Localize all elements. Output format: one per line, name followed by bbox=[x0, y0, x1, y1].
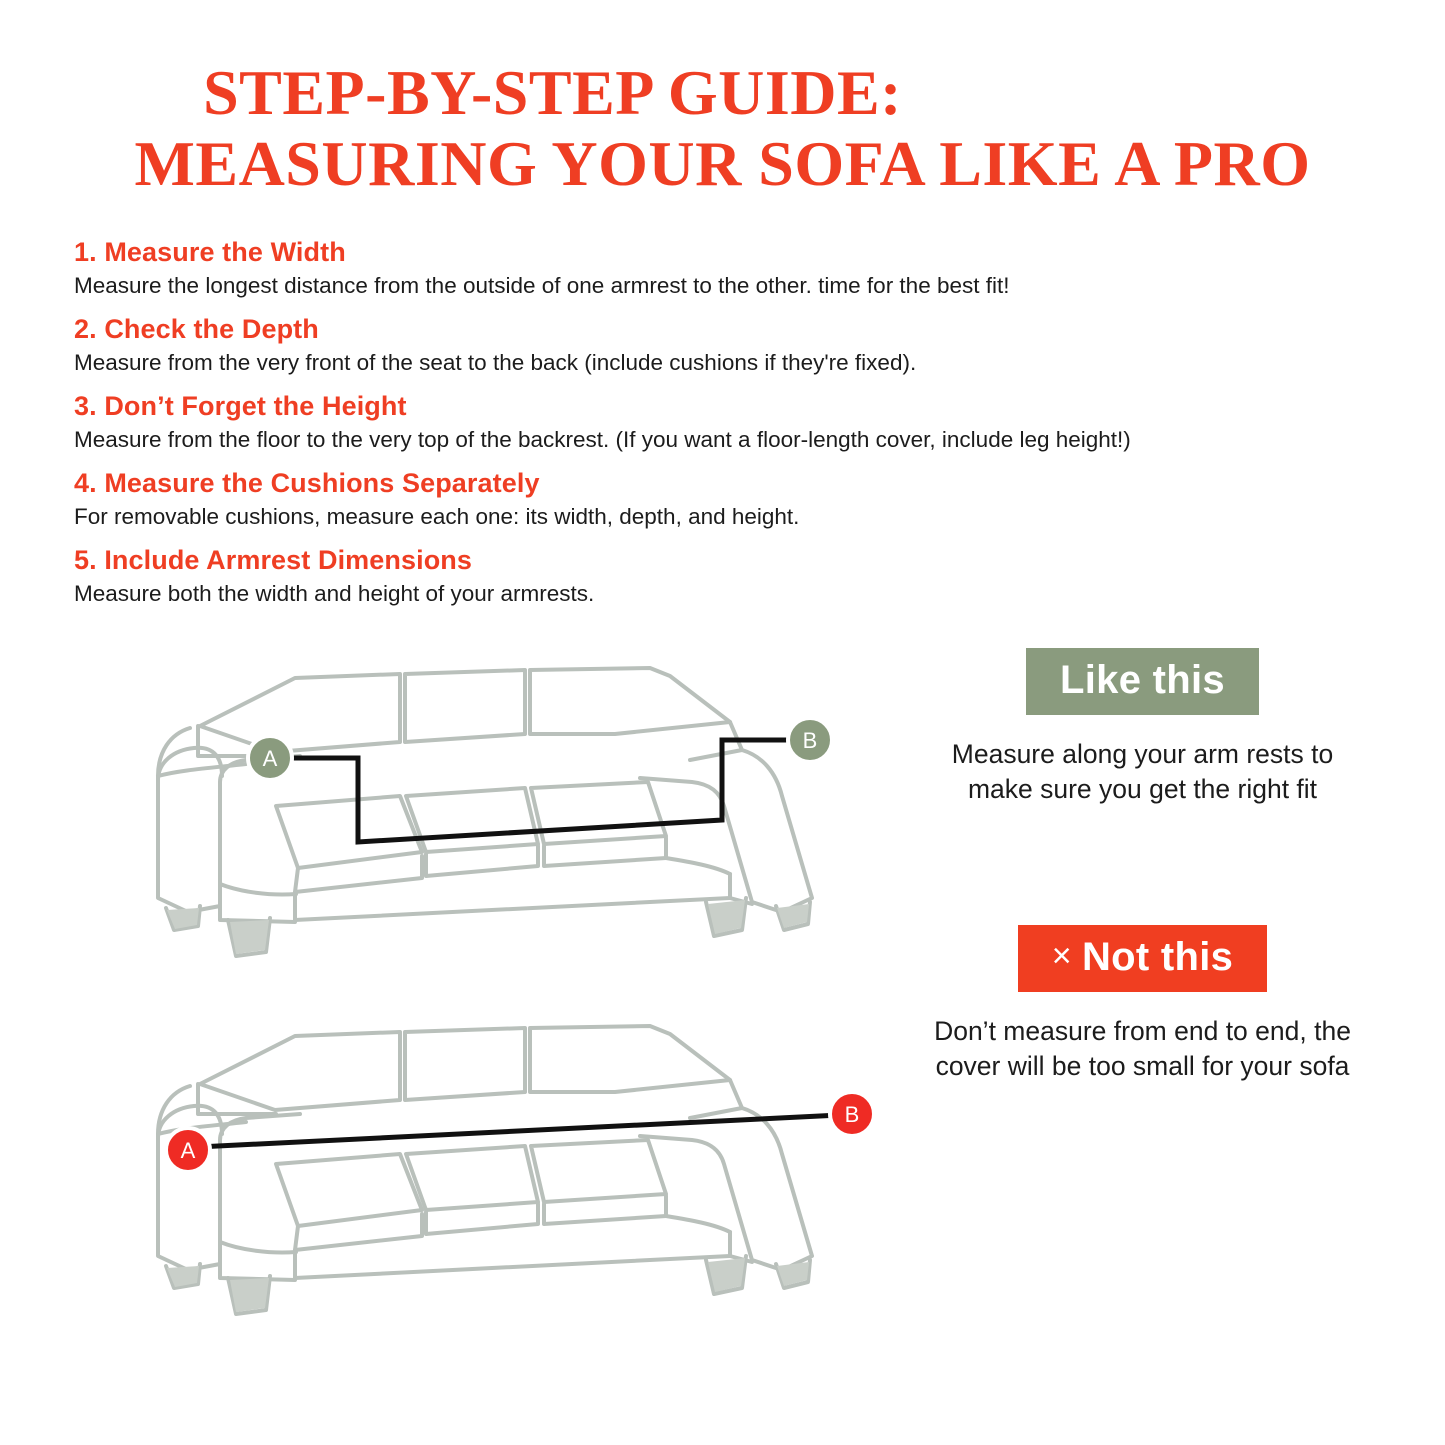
step-heading: 3. Don’t Forget the Height bbox=[74, 390, 407, 421]
panel-not-this bbox=[910, 925, 1375, 1084]
step-heading: 4. Measure the Cushions Separately bbox=[74, 467, 540, 498]
badge-like-this: Like this bbox=[1026, 648, 1259, 715]
step-item bbox=[70, 237, 1375, 300]
page-title bbox=[70, 57, 1375, 200]
panel-like-this bbox=[910, 648, 1375, 807]
sofa-diagram-correct bbox=[70, 630, 900, 960]
marker-a-label: A bbox=[262, 746, 278, 772]
steps-list bbox=[70, 237, 1375, 609]
badge-not-box bbox=[910, 925, 1375, 992]
step-text: For removable cushions, measure each one: its width, depth, and height. bbox=[74, 503, 800, 529]
step-text: Measure from the very front of the seat to the back (include cushions if they're fixed). bbox=[74, 349, 917, 375]
step-heading: 1. Measure the Width bbox=[74, 236, 346, 267]
step-item bbox=[70, 468, 1375, 531]
title-line-2: MEASURING YOUR SOFA LIKE A PRO bbox=[134, 128, 1311, 200]
step-text: Measure the longest distance from the outside of one armrest to the other. time for the best fit! bbox=[74, 272, 1010, 298]
badge-like-box bbox=[910, 648, 1375, 715]
badge-not-this bbox=[1018, 925, 1267, 992]
sofa-illustrations bbox=[70, 630, 900, 1318]
marker-b-label: B bbox=[802, 728, 818, 754]
sofa-incorrect-markers bbox=[70, 988, 900, 1318]
side-panels bbox=[910, 630, 1375, 1318]
step-item bbox=[70, 314, 1375, 377]
step-text: Measure both the width and height of your armrests. bbox=[74, 581, 595, 607]
title-line-1: STEP-BY-STEP GUIDE: bbox=[203, 57, 902, 128]
cross-icon: × bbox=[1051, 937, 1072, 976]
step-text: Measure from the floor to the very top of the backrest. (If you want a floor-length cover, include leg height!) bbox=[74, 426, 1131, 452]
diagram-section bbox=[70, 630, 1375, 1318]
caption-not-this: Don’t measure from end to end, the cover will be too small for your sofa bbox=[934, 1016, 1351, 1082]
marker-b-label: B bbox=[844, 1102, 860, 1128]
sofa-diagram-incorrect bbox=[70, 988, 900, 1318]
marker-a-label: A bbox=[180, 1138, 196, 1164]
step-heading: 2. Check the Depth bbox=[74, 313, 319, 344]
step-item bbox=[70, 545, 1375, 608]
sofa-correct-markers bbox=[70, 630, 900, 960]
step-item bbox=[70, 391, 1375, 454]
caption-like-this: Measure along your arm rests to make sure you get the right fit bbox=[951, 739, 1334, 805]
step-heading: 5. Include Armrest Dimensions bbox=[74, 545, 473, 576]
badge-not-label: Not this bbox=[1081, 935, 1234, 980]
